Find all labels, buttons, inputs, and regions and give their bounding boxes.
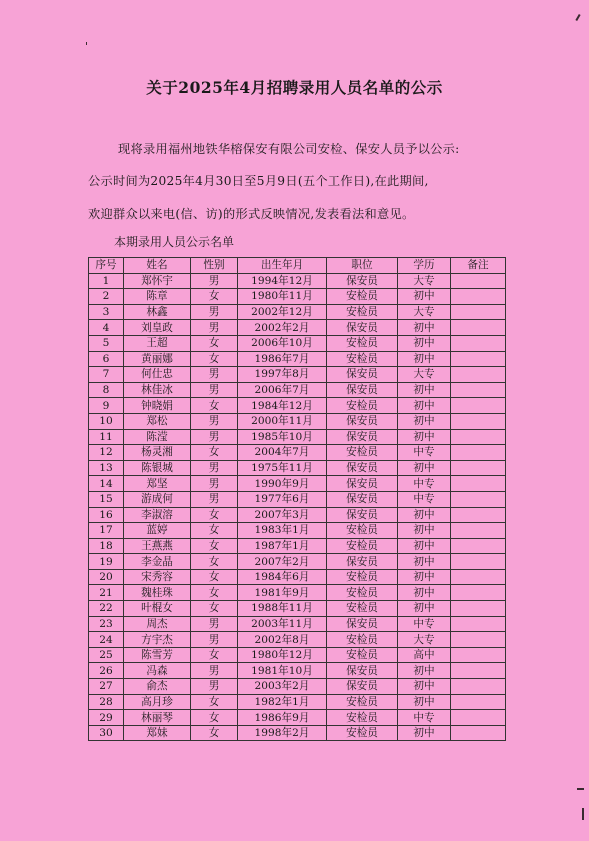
cell-position: 安检员: [327, 335, 398, 351]
cell-name: 冯森: [124, 663, 191, 679]
cell-position: 安检员: [327, 538, 398, 554]
cell-number: 11: [89, 429, 124, 445]
cell-remarks: [451, 304, 506, 320]
cell-birth: 1986年7月: [238, 351, 327, 367]
cell-remarks: [451, 632, 506, 648]
table-row: [89, 289, 506, 305]
hire-list-table: [88, 257, 506, 741]
cell-birth: 2002年12月: [238, 304, 327, 320]
cell-name: 王超: [124, 335, 191, 351]
table-row: [89, 507, 506, 523]
cell-gender: 女: [191, 335, 238, 351]
cell-remarks: [451, 320, 506, 336]
cell-education: 初中: [398, 694, 451, 710]
cell-birth: 1977年6月: [238, 491, 327, 507]
cell-number: 2: [89, 289, 124, 305]
cell-birth: 2003年2月: [238, 679, 327, 695]
cell-gender: 男: [191, 273, 238, 289]
cell-number: 17: [89, 523, 124, 539]
cell-birth: 2002年8月: [238, 632, 327, 648]
cell-number: 15: [89, 491, 124, 507]
table-row: [89, 382, 506, 398]
cell-birth: 1980年11月: [238, 289, 327, 305]
cell-gender: 女: [191, 351, 238, 367]
table-row: [89, 663, 506, 679]
table-row: [89, 554, 506, 570]
cell-number: 18: [89, 538, 124, 554]
cell-name: 陈章: [124, 289, 191, 305]
header-name: 姓名: [124, 258, 191, 274]
cell-name: 王燕燕: [124, 538, 191, 554]
cell-remarks: [451, 523, 506, 539]
header-education: 学历: [398, 258, 451, 274]
cell-position: 保安员: [327, 413, 398, 429]
cell-name: 蓝婷: [124, 523, 191, 539]
cell-birth: 2004年7月: [238, 445, 327, 461]
cell-education: 初中: [398, 507, 451, 523]
cell-education: 初中: [398, 663, 451, 679]
table-row: [89, 632, 506, 648]
cell-remarks: [451, 491, 506, 507]
cell-gender: 男: [191, 491, 238, 507]
cell-remarks: [451, 585, 506, 601]
cell-position: 安检员: [327, 725, 398, 741]
cell-position: 保安员: [327, 367, 398, 383]
cell-number: 19: [89, 554, 124, 570]
cell-position: 安检员: [327, 569, 398, 585]
table-row: [89, 367, 506, 383]
cell-position: 安检员: [327, 585, 398, 601]
cell-remarks: [451, 335, 506, 351]
cell-gender: 男: [191, 320, 238, 336]
cell-position: 保安员: [327, 476, 398, 492]
cell-birth: 1998年2月: [238, 725, 327, 741]
cell-remarks: [451, 538, 506, 554]
cell-position: 保安员: [327, 616, 398, 632]
cell-name: 林丽琴: [124, 710, 191, 726]
table-row: [89, 476, 506, 492]
cell-gender: 男: [191, 304, 238, 320]
cell-birth: 2007年3月: [238, 507, 327, 523]
table-row: [89, 616, 506, 632]
cell-birth: 1982年1月: [238, 694, 327, 710]
cell-gender: 男: [191, 460, 238, 476]
cell-birth: 1983年1月: [238, 523, 327, 539]
cell-gender: 女: [191, 554, 238, 570]
cell-name: 郑妹: [124, 725, 191, 741]
cell-education: 初中: [398, 523, 451, 539]
cell-education: 中专: [398, 476, 451, 492]
cell-education: 初中: [398, 679, 451, 695]
cell-position: 保安员: [327, 507, 398, 523]
cell-number: 25: [89, 647, 124, 663]
table-row: [89, 725, 506, 741]
cell-name: 李淑溶: [124, 507, 191, 523]
cell-number: 7: [89, 367, 124, 383]
cell-gender: 女: [191, 398, 238, 414]
cell-number: 14: [89, 476, 124, 492]
table-row: [89, 273, 506, 289]
cell-position: 安检员: [327, 398, 398, 414]
cell-name: 陈雪芳: [124, 647, 191, 663]
cell-position: 保安员: [327, 382, 398, 398]
cell-number: 6: [89, 351, 124, 367]
cell-remarks: [451, 460, 506, 476]
cell-education: 初中: [398, 554, 451, 570]
cell-birth: 1986年9月: [238, 710, 327, 726]
cell-gender: 女: [191, 445, 238, 461]
cell-number: 13: [89, 460, 124, 476]
scan-mark: [582, 808, 584, 820]
cell-remarks: [451, 663, 506, 679]
cell-position: 保安员: [327, 491, 398, 507]
cell-education: 初中: [398, 569, 451, 585]
cell-education: 中专: [398, 491, 451, 507]
cell-name: 黄丽娜: [124, 351, 191, 367]
cell-position: 保安员: [327, 679, 398, 695]
cell-birth: 1988年11月: [238, 601, 327, 617]
table-row: [89, 398, 506, 414]
cell-education: 初中: [398, 538, 451, 554]
cell-gender: 女: [191, 710, 238, 726]
cell-number: 20: [89, 569, 124, 585]
cell-education: 初中: [398, 725, 451, 741]
cell-position: 安检员: [327, 523, 398, 539]
notice-paragraph-3: 欢迎群众以来电(信、访)的形式反映情况,发表看法和意见。: [88, 207, 415, 221]
cell-education: 初中: [398, 413, 451, 429]
notice-paragraph-1: 现将录用福州地铁华榕保安有限公司安检、保安人员予以公示:: [118, 142, 460, 156]
cell-position: 安检员: [327, 304, 398, 320]
cell-gender: 女: [191, 507, 238, 523]
cell-number: 30: [89, 725, 124, 741]
table-row: [89, 445, 506, 461]
cell-birth: 1984年6月: [238, 569, 327, 585]
table-row: [89, 335, 506, 351]
header-gender: 性别: [191, 258, 238, 274]
cell-name: 郑松: [124, 413, 191, 429]
cell-name: 高月珍: [124, 694, 191, 710]
header-position: 职位: [327, 258, 398, 274]
cell-remarks: [451, 367, 506, 383]
table-row: [89, 429, 506, 445]
cell-position: 安检员: [327, 351, 398, 367]
cell-name: 杨灵湘: [124, 445, 191, 461]
cell-number: 27: [89, 679, 124, 695]
cell-name: 林鑫: [124, 304, 191, 320]
document-title: 关于2025年4月招聘录用人员名单的公示: [146, 78, 443, 97]
cell-remarks: [451, 647, 506, 663]
cell-position: 安检员: [327, 445, 398, 461]
cell-remarks: [451, 507, 506, 523]
table-row: [89, 585, 506, 601]
cell-position: 安检员: [327, 694, 398, 710]
table-row: [89, 460, 506, 476]
cell-name: 陈银城: [124, 460, 191, 476]
cell-gender: 女: [191, 585, 238, 601]
table-row: [89, 694, 506, 710]
cell-remarks: [451, 601, 506, 617]
cell-gender: 男: [191, 429, 238, 445]
cell-birth: 1984年12月: [238, 398, 327, 414]
cell-name: 李金晶: [124, 554, 191, 570]
header-birth: 出生年月: [238, 258, 327, 274]
cell-education: 初中: [398, 429, 451, 445]
cell-education: 中专: [398, 445, 451, 461]
table-row: [89, 413, 506, 429]
cell-gender: 女: [191, 538, 238, 554]
cell-number: 10: [89, 413, 124, 429]
cell-name: 叶棍女: [124, 601, 191, 617]
cell-birth: 1980年12月: [238, 647, 327, 663]
table-caption: 本期录用人员公示名单: [114, 235, 235, 249]
cell-birth: 1985年10月: [238, 429, 327, 445]
cell-number: 5: [89, 335, 124, 351]
cell-remarks: [451, 289, 506, 305]
header-remarks: 备注: [451, 258, 506, 274]
cell-birth: 2006年7月: [238, 382, 327, 398]
cell-birth: 2000年11月: [238, 413, 327, 429]
cell-name: 刘皇政: [124, 320, 191, 336]
cell-education: 初中: [398, 289, 451, 305]
cell-number: 26: [89, 663, 124, 679]
cell-name: 方宇杰: [124, 632, 191, 648]
cell-number: 4: [89, 320, 124, 336]
cell-position: 安检员: [327, 647, 398, 663]
cell-education: 初中: [398, 335, 451, 351]
cell-gender: 女: [191, 601, 238, 617]
cell-remarks: [451, 679, 506, 695]
table-row: [89, 569, 506, 585]
cell-education: 大专: [398, 273, 451, 289]
cell-position: 安检员: [327, 601, 398, 617]
cell-education: 初中: [398, 398, 451, 414]
cell-education: 大专: [398, 304, 451, 320]
cell-name: 俞杰: [124, 679, 191, 695]
cell-remarks: [451, 476, 506, 492]
cell-remarks: [451, 351, 506, 367]
table-row: [89, 491, 506, 507]
cell-number: 21: [89, 585, 124, 601]
cell-number: 8: [89, 382, 124, 398]
cell-gender: 女: [191, 647, 238, 663]
cell-education: 初中: [398, 320, 451, 336]
cell-position: 保安员: [327, 663, 398, 679]
cell-name: 宋秀容: [124, 569, 191, 585]
cell-remarks: [451, 725, 506, 741]
cell-gender: 女: [191, 523, 238, 539]
cell-position: 保安员: [327, 273, 398, 289]
cell-position: 安检员: [327, 632, 398, 648]
cell-number: 28: [89, 694, 124, 710]
table-row: [89, 601, 506, 617]
table-row: [89, 538, 506, 554]
cell-remarks: [451, 445, 506, 461]
cell-education: 初中: [398, 585, 451, 601]
cell-education: 高中: [398, 647, 451, 663]
cell-name: 魏桂珠: [124, 585, 191, 601]
cell-number: 1: [89, 273, 124, 289]
cell-remarks: [451, 616, 506, 632]
cell-gender: 男: [191, 679, 238, 695]
table-row: [89, 523, 506, 539]
cell-name: 钟晓娟: [124, 398, 191, 414]
cell-birth: 1994年12月: [238, 273, 327, 289]
cell-birth: 2003年11月: [238, 616, 327, 632]
cell-gender: 男: [191, 632, 238, 648]
cell-name: 周杰: [124, 616, 191, 632]
cell-name: 郑怀宇: [124, 273, 191, 289]
notice-paragraph-2: 公示时间为2025年4月30日至5月9日(五个工作日),在此期间,: [88, 174, 429, 188]
cell-education: 大专: [398, 367, 451, 383]
cell-number: 22: [89, 601, 124, 617]
cell-education: 中专: [398, 710, 451, 726]
cell-gender: 男: [191, 413, 238, 429]
cell-birth: 2007年2月: [238, 554, 327, 570]
cell-number: 29: [89, 710, 124, 726]
cell-position: 保安员: [327, 320, 398, 336]
cell-gender: 女: [191, 289, 238, 305]
cell-position: 安检员: [327, 710, 398, 726]
cell-birth: 1997年8月: [238, 367, 327, 383]
cell-gender: 女: [191, 694, 238, 710]
cell-birth: 2002年2月: [238, 320, 327, 336]
cell-number: 24: [89, 632, 124, 648]
cell-gender: 女: [191, 569, 238, 585]
cell-position: 安检员: [327, 289, 398, 305]
header-number: 序号: [89, 258, 124, 274]
scan-mark: [575, 14, 580, 21]
cell-remarks: [451, 554, 506, 570]
cell-birth: 1981年9月: [238, 585, 327, 601]
cell-education: 大专: [398, 632, 451, 648]
table-row: [89, 710, 506, 726]
cell-birth: 2006年10月: [238, 335, 327, 351]
cell-number: 23: [89, 616, 124, 632]
cell-gender: 女: [191, 725, 238, 741]
cell-number: 16: [89, 507, 124, 523]
cell-gender: 男: [191, 382, 238, 398]
scan-mark: [86, 42, 87, 45]
cell-number: 9: [89, 398, 124, 414]
cell-gender: 男: [191, 616, 238, 632]
cell-birth: 1987年1月: [238, 538, 327, 554]
cell-position: 保安员: [327, 554, 398, 570]
cell-birth: 1981年10月: [238, 663, 327, 679]
cell-name: 郑坚: [124, 476, 191, 492]
cell-remarks: [451, 382, 506, 398]
cell-name: 陈滢: [124, 429, 191, 445]
cell-education: 中专: [398, 616, 451, 632]
table-row: [89, 679, 506, 695]
cell-remarks: [451, 398, 506, 414]
cell-education: 初中: [398, 601, 451, 617]
table-row: [89, 304, 506, 320]
cell-remarks: [451, 429, 506, 445]
cell-education: 初中: [398, 382, 451, 398]
cell-gender: 男: [191, 663, 238, 679]
cell-birth: 1990年9月: [238, 476, 327, 492]
cell-gender: 男: [191, 476, 238, 492]
scan-mark: [577, 788, 584, 790]
cell-gender: 男: [191, 367, 238, 383]
cell-education: 初中: [398, 460, 451, 476]
cell-name: 林佳冰: [124, 382, 191, 398]
cell-name: 游成何: [124, 491, 191, 507]
table-row: [89, 320, 506, 336]
cell-education: 初中: [398, 351, 451, 367]
table-row: [89, 351, 506, 367]
cell-number: 12: [89, 445, 124, 461]
cell-name: 何仕忠: [124, 367, 191, 383]
table-header-row: [89, 258, 506, 274]
table-body: [89, 273, 506, 741]
table-row: [89, 647, 506, 663]
cell-remarks: [451, 694, 506, 710]
cell-remarks: [451, 273, 506, 289]
cell-number: 3: [89, 304, 124, 320]
cell-birth: 1975年11月: [238, 460, 327, 476]
cell-remarks: [451, 710, 506, 726]
cell-remarks: [451, 569, 506, 585]
cell-remarks: [451, 413, 506, 429]
cell-position: 保安员: [327, 429, 398, 445]
cell-position: 保安员: [327, 460, 398, 476]
